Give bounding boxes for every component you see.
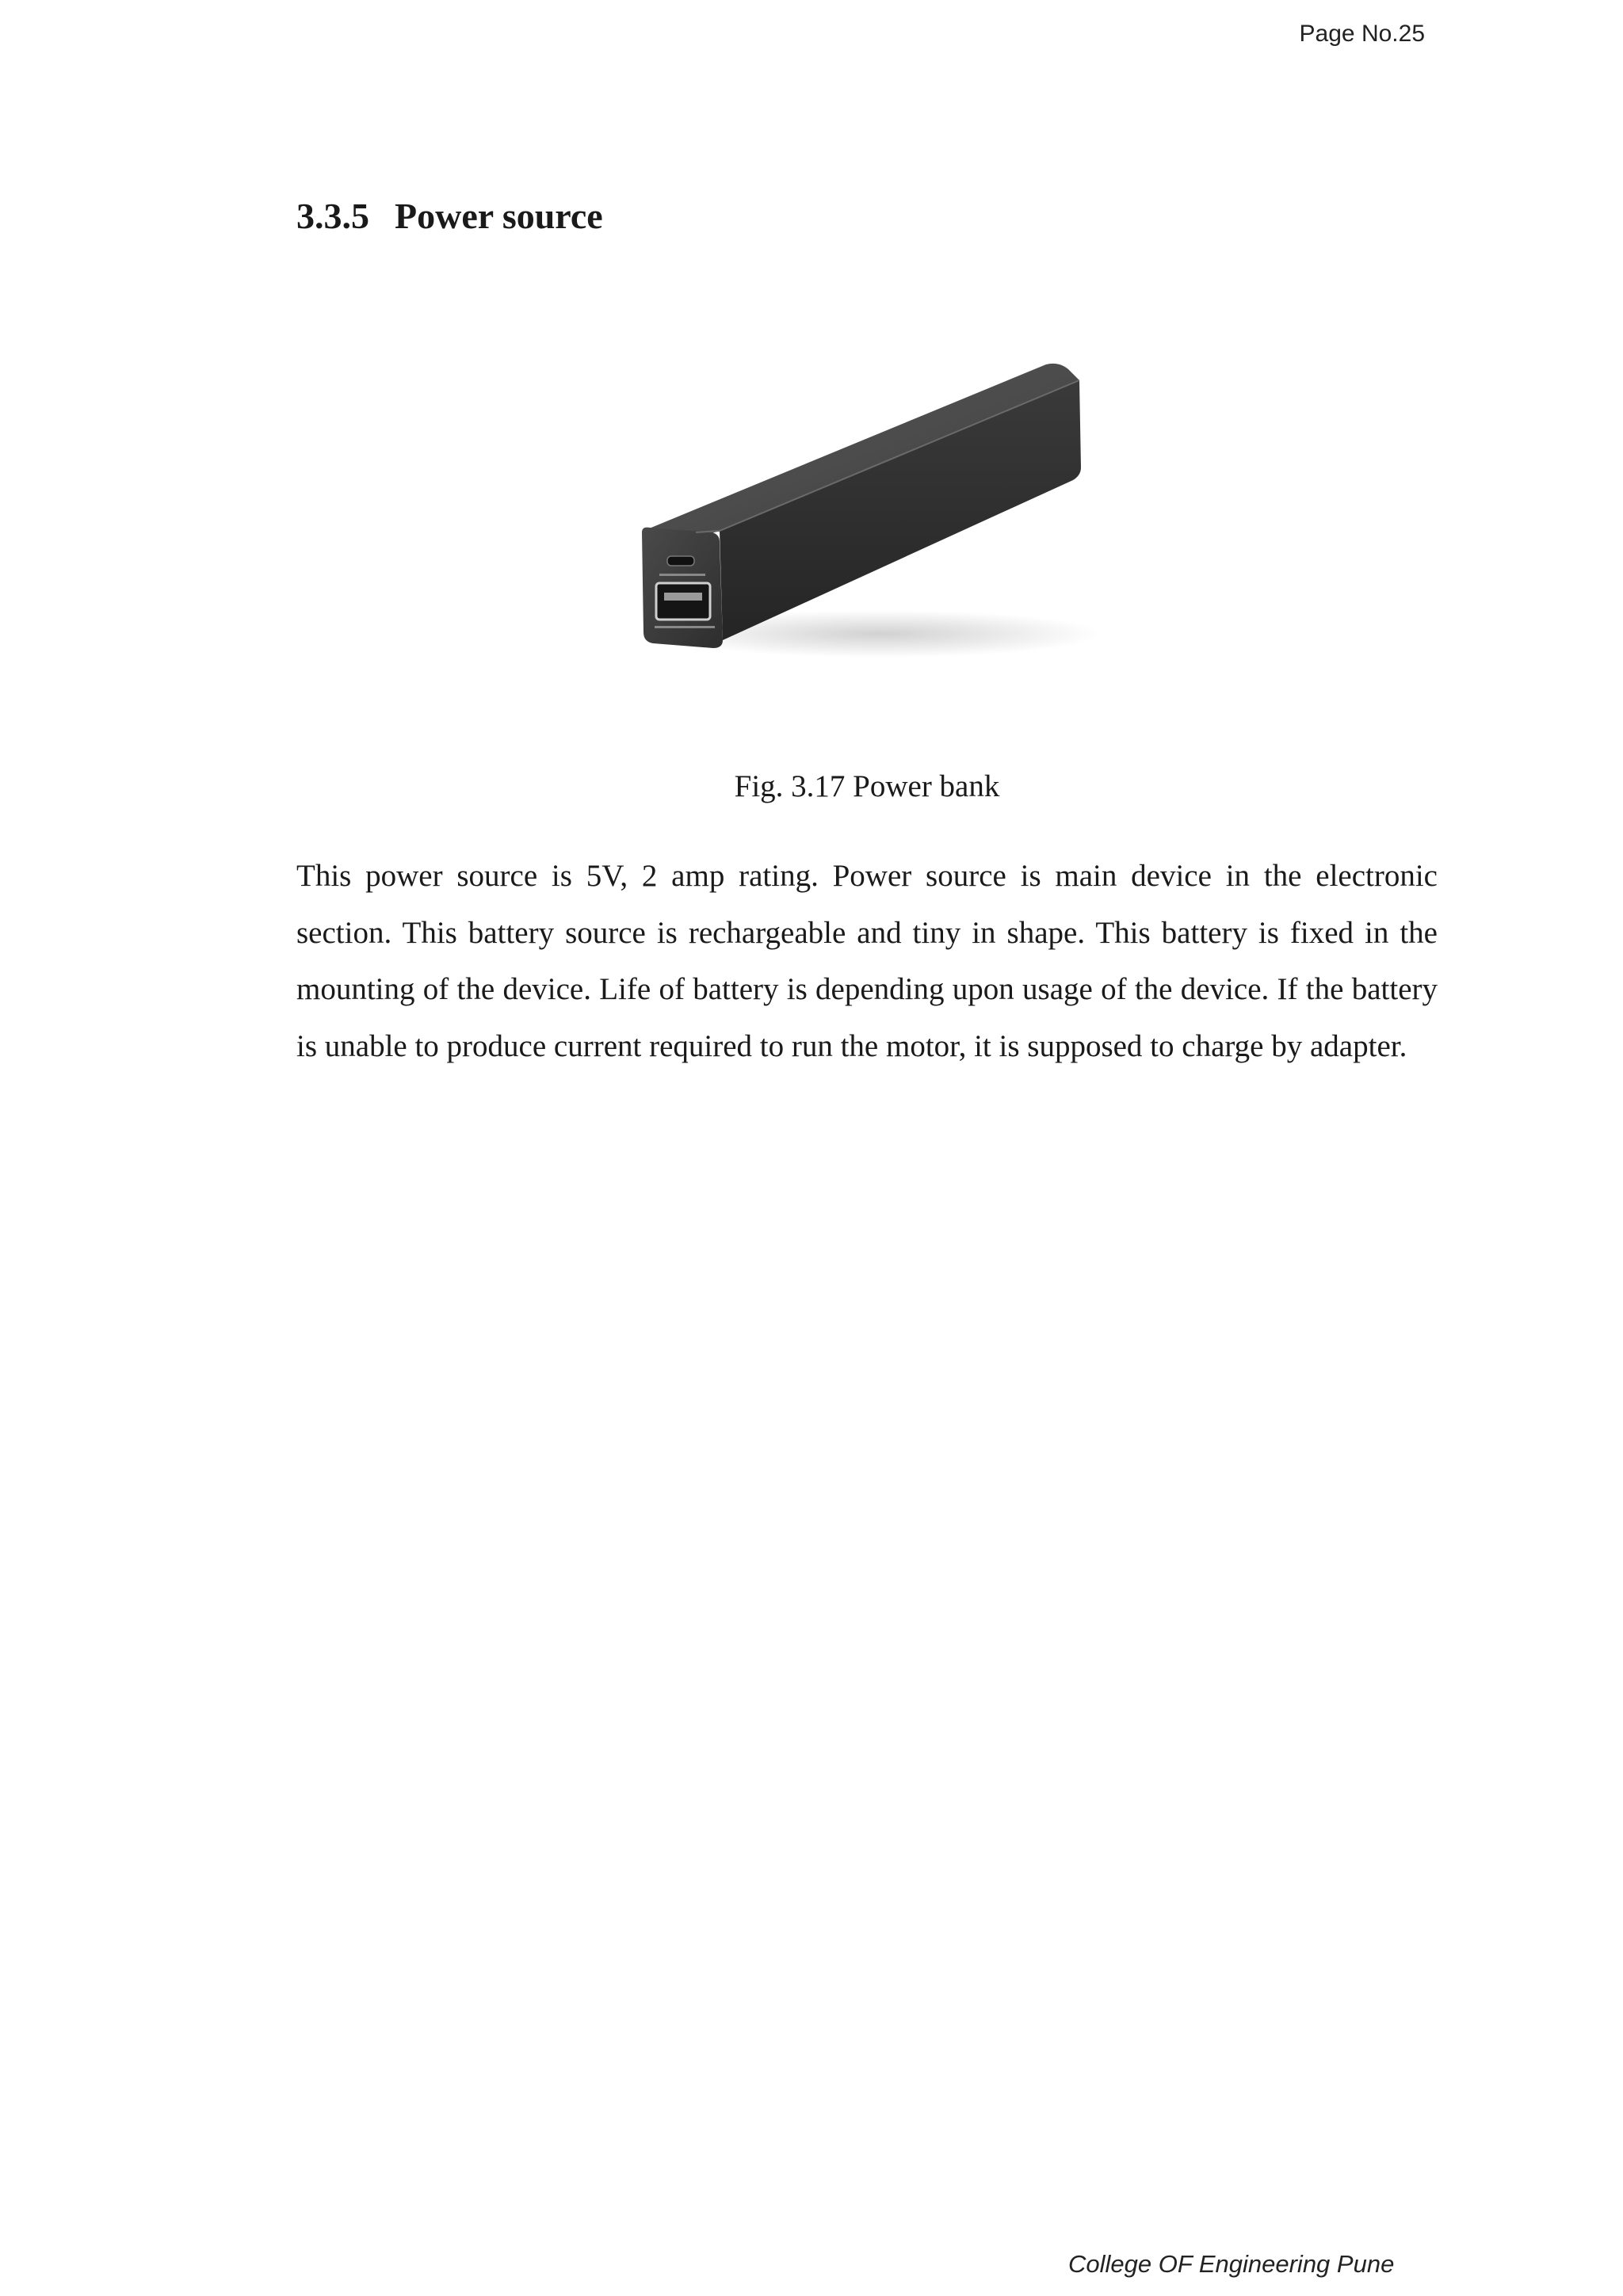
page-number: Page No.25 (1299, 21, 1425, 47)
body-paragraph: This power source is 5V, 2 amp rating. Power source is main device in the electronic section. This battery source is rechargeable and tiny in shape. This battery is fixed in the mounting of the device. Life of battery is depending upon usage of the device. If the battery is unable to produce current required to run the motor, it is supposed to charge by adapter. (296, 859, 1438, 1063)
section-heading (296, 195, 603, 237)
side-face (720, 380, 1081, 640)
usb-port-icon (656, 583, 710, 620)
figure-caption: Fig. 3.17 Power bank (734, 769, 1000, 803)
section-title: Power source (395, 196, 603, 236)
power-bank-figure (618, 349, 1109, 681)
footer-institution: College OF Engineering Pune (1068, 2250, 1395, 2278)
power-bank-image (618, 349, 1109, 681)
micro-usb-port-icon (667, 556, 694, 566)
port-label (655, 626, 715, 628)
port-label (659, 574, 705, 576)
usb-port-tongue (664, 593, 702, 601)
section-number: 3.3.5 (296, 196, 369, 236)
